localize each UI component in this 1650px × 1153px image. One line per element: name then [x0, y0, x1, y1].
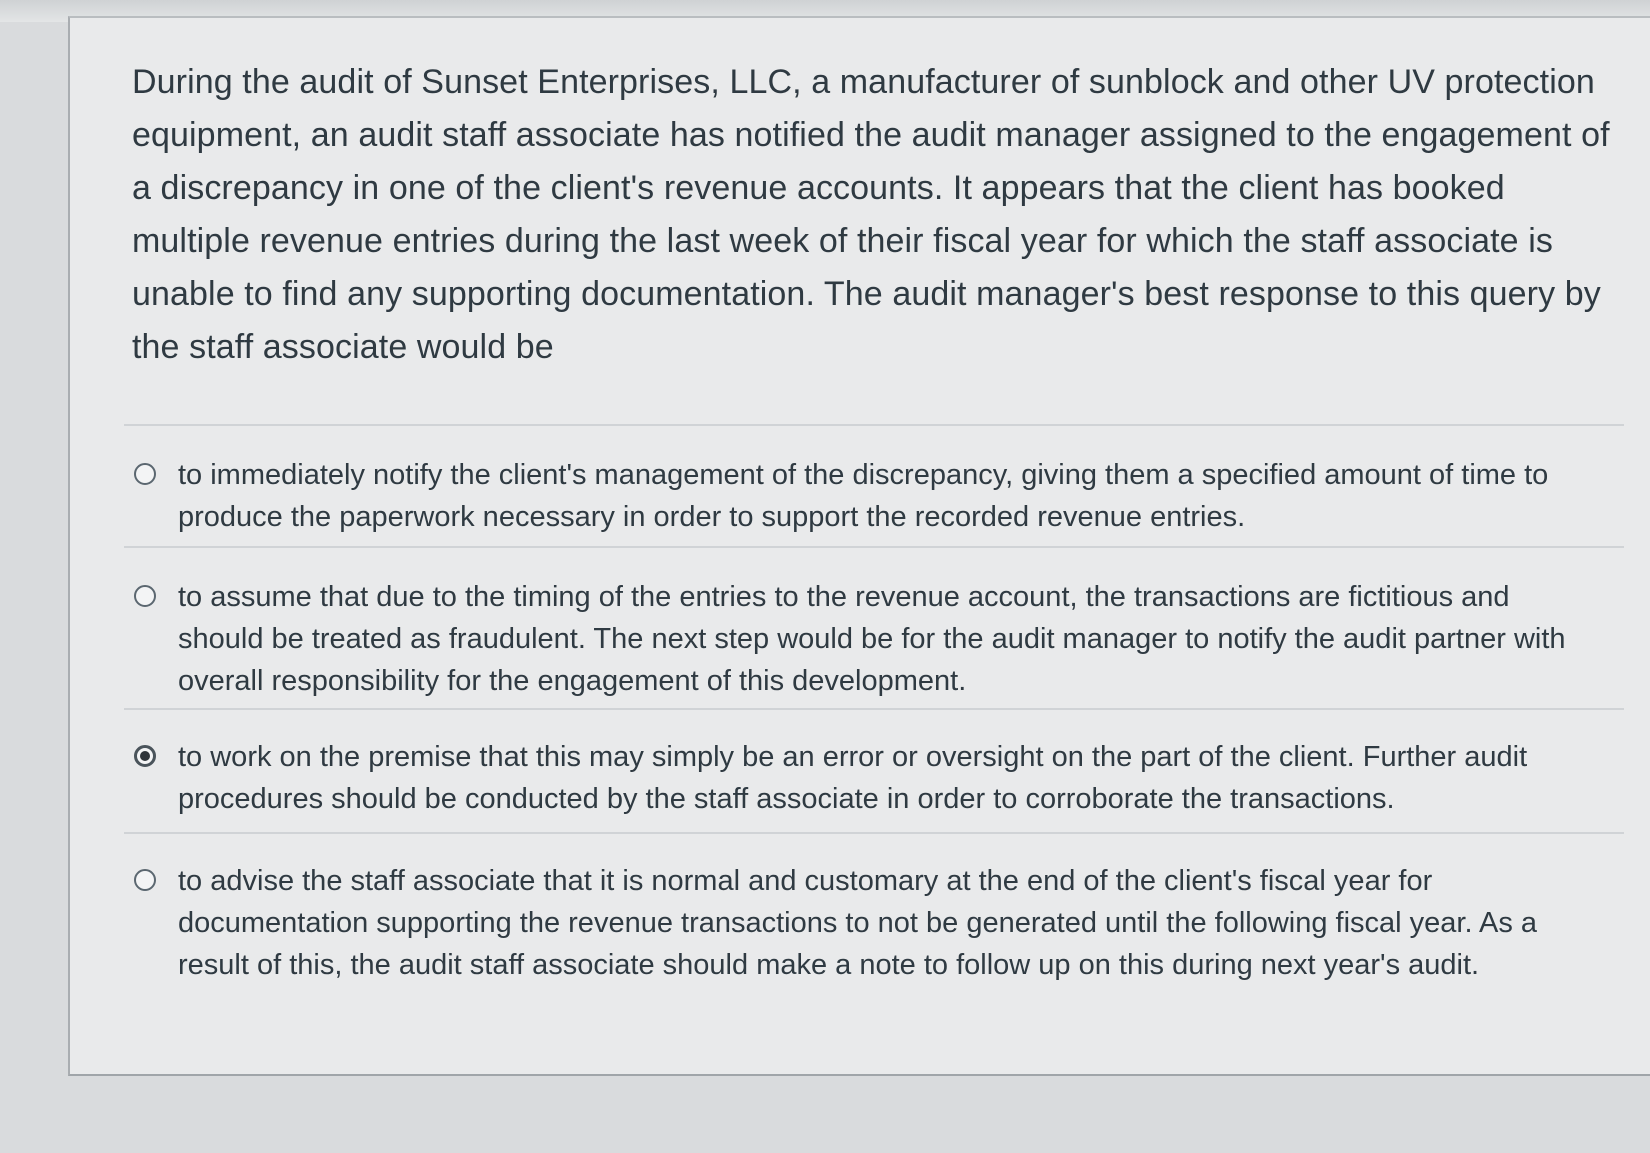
- answer-2-radio[interactable]: [134, 585, 156, 607]
- answer-option-1[interactable]: [124, 424, 1624, 546]
- answer-1-label[interactable]: to immediately notify the client's management of the discrepancy, giving them a specified amount of time to produce the paperwork necessary in order to support the recorded revenue entries.: [178, 459, 1549, 533]
- answer-4-label[interactable]: to advise the staff associate that it is normal and customary at the end of the client's fiscal year for documentation supporting the revenue transactions to not be generated until the following fiscal year. As a result of this, the audit staff associate should make a note to follow up on this during next year's audit.: [178, 865, 1538, 981]
- answer-3-radio[interactable]: [134, 745, 156, 767]
- answer-2-label[interactable]: to assume that due to the timing of the entries to the revenue account, the transactions are fictitious and should be treated as fraudulent. The next step would be for the audit manager to notify the audit partner with overall responsibility for the engagement of this development.: [178, 581, 1566, 697]
- answer-3-label[interactable]: to work on the premise that this may simply be an error or oversight on the part of the client. Further audit procedures should be conducted by the staff associate in order to corroborate the transactions.: [178, 741, 1528, 815]
- answer-1-radio[interactable]: [134, 463, 156, 485]
- answer-option-2[interactable]: [124, 546, 1624, 708]
- question-text: During the audit of Sunset Enterprises, LLC, a manufacturer of sunblock and other UV protection equipment, an audit staff associate has notified the audit manager assigned to the engagement of a discrepancy in one of the client's revenue accounts. It appears that the client has booked multiple revenue entries during the last week of their fiscal year for which the staff associate is unable to find any supporting documentation. The audit manager's best response to this query by the staff associate would be: [132, 63, 1610, 366]
- answer-option-3[interactable]: [124, 708, 1624, 832]
- answer-option-4[interactable]: [124, 832, 1624, 1002]
- answer-list: [124, 424, 1624, 1002]
- answer-4-radio[interactable]: [134, 869, 156, 891]
- question-card: [68, 16, 1650, 1076]
